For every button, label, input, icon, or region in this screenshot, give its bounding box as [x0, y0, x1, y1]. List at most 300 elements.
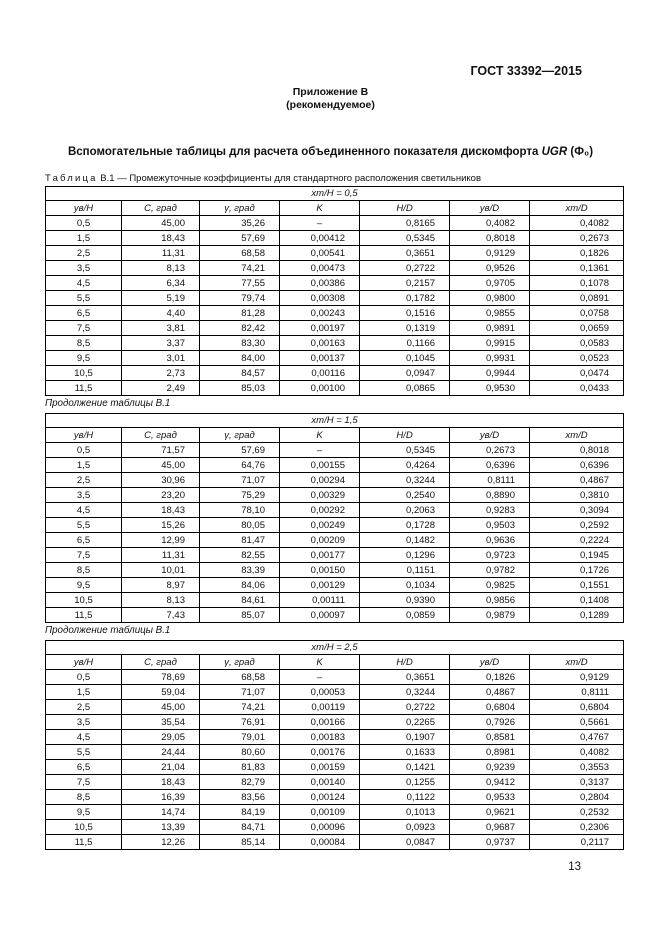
- table-cell: 0,8581: [450, 730, 530, 745]
- table-cell: 0,2592: [530, 518, 624, 533]
- table-row: [46, 593, 624, 608]
- table-cell: 7,5: [46, 775, 122, 790]
- continuation-label-2: Продолжение таблицы В.1: [45, 398, 171, 409]
- column-header: yв/H: [46, 428, 122, 443]
- table-cell: 0,1034: [360, 578, 450, 593]
- table-cell: 83,30: [200, 336, 280, 351]
- table-cell: 0,0523: [530, 351, 624, 366]
- table-cell: 0,00140: [280, 775, 360, 790]
- table-cell: 0,00294: [280, 473, 360, 488]
- table-cell: 10,01: [122, 563, 200, 578]
- table-cell: –: [280, 216, 360, 231]
- table-cell: 2,49: [122, 381, 200, 396]
- standard-number: ГОСТ 33392—2015: [470, 64, 582, 78]
- table-cell: 0,9526: [450, 261, 530, 276]
- table-cell: 84,06: [200, 578, 280, 593]
- table-cell: 0,2157: [360, 276, 450, 291]
- table-cell: 0,00124: [280, 790, 360, 805]
- caption-prefix: Таблица: [45, 173, 98, 184]
- table-cell: 35,26: [200, 216, 280, 231]
- table-cell: 0,3244: [360, 473, 450, 488]
- table-row: [46, 670, 624, 685]
- table-cell: 0,5661: [530, 715, 624, 730]
- appendix-heading: [0, 86, 661, 112]
- table-cell: 84,61: [200, 593, 280, 608]
- table-cell: 0,00111: [280, 593, 360, 608]
- table-cell: 0,9412: [450, 775, 530, 790]
- table-cell: 0,3137: [530, 775, 624, 790]
- table-row: [46, 820, 624, 835]
- table-cell: 0,9855: [450, 306, 530, 321]
- group-header: xт/H = 1,5: [46, 414, 624, 428]
- table-cell: 0,9636: [450, 533, 530, 548]
- table-cell: 0,2306: [530, 820, 624, 835]
- title-suffix: (Ф₀): [567, 146, 594, 158]
- table-row: [46, 443, 624, 458]
- table-cell: 0,9239: [450, 760, 530, 775]
- table-cell: 0,9530: [450, 381, 530, 396]
- table-cell: 83,39: [200, 563, 280, 578]
- table-row: [46, 503, 624, 518]
- column-header: H/D: [360, 428, 450, 443]
- table-cell: 0,1166: [360, 336, 450, 351]
- table-cell: 0,9390: [360, 593, 450, 608]
- table-cell: 0,3553: [530, 760, 624, 775]
- table-cell: 0,00097: [280, 608, 360, 623]
- table-cell: 18,43: [122, 503, 200, 518]
- column-header: C, град: [122, 655, 200, 670]
- table-cell: 0,0859: [360, 608, 450, 623]
- column-header: C, град: [122, 201, 200, 216]
- table-cell: 0,00150: [280, 563, 360, 578]
- table-cell: 0,00109: [280, 805, 360, 820]
- table-cell: 8,5: [46, 790, 122, 805]
- table-cell: 4,5: [46, 503, 122, 518]
- table-cell: 81,83: [200, 760, 280, 775]
- table-cell: 0,0923: [360, 820, 450, 835]
- column-header: yв/H: [46, 655, 122, 670]
- table-cell: 8,5: [46, 336, 122, 351]
- table-cell: 1,5: [46, 458, 122, 473]
- table-cell: 18,43: [122, 775, 200, 790]
- table-cell: 82,42: [200, 321, 280, 336]
- table-cell: 85,03: [200, 381, 280, 396]
- appendix-status: (рекомендуемое): [286, 99, 375, 111]
- table-cell: 0,1361: [530, 261, 624, 276]
- table-cell: 0,2540: [360, 488, 450, 503]
- table-cell: 84,71: [200, 820, 280, 835]
- column-header: C, град: [122, 428, 200, 443]
- table-cell: 0,4767: [530, 730, 624, 745]
- table-cell: 6,5: [46, 533, 122, 548]
- table-cell: 8,97: [122, 578, 200, 593]
- table-cell: 0,9931: [450, 351, 530, 366]
- table-cell: 0,2063: [360, 503, 450, 518]
- coefficients-table-2: [45, 413, 624, 623]
- table-cell: 0,0474: [530, 366, 624, 381]
- table-cell: 29,05: [122, 730, 200, 745]
- table-cell: 0,5: [46, 443, 122, 458]
- table-row: [46, 291, 624, 306]
- table-cell: 0,00163: [280, 336, 360, 351]
- table-cell: 0,1151: [360, 563, 450, 578]
- table-cell: 80,60: [200, 745, 280, 760]
- column-header: yв/D: [450, 655, 530, 670]
- table-cell: 0,7926: [450, 715, 530, 730]
- table-cell: 0,00386: [280, 276, 360, 291]
- table-row: [46, 518, 624, 533]
- table-cell: 83,56: [200, 790, 280, 805]
- table-cell: 45,00: [122, 458, 200, 473]
- table-cell: 0,8018: [530, 443, 624, 458]
- table-row: [46, 730, 624, 745]
- table-cell: 68,58: [200, 670, 280, 685]
- table-cell: 0,1516: [360, 306, 450, 321]
- table-cell: 0,9533: [450, 790, 530, 805]
- table-cell: 79,74: [200, 291, 280, 306]
- table-cell: 80,05: [200, 518, 280, 533]
- table-cell: 71,07: [200, 685, 280, 700]
- table-cell: 0,3651: [360, 670, 450, 685]
- table-cell: 2,5: [46, 700, 122, 715]
- table-cell: 0,6804: [530, 700, 624, 715]
- table-cell: 0,00176: [280, 745, 360, 760]
- table-row: [46, 608, 624, 623]
- table-cell: 11,5: [46, 381, 122, 396]
- table-row: [46, 261, 624, 276]
- table-cell: 4,5: [46, 730, 122, 745]
- table-cell: 0,0891: [530, 291, 624, 306]
- table-row: [46, 231, 624, 246]
- table-cell: 74,21: [200, 261, 280, 276]
- table-cell: 11,31: [122, 548, 200, 563]
- table-cell: 0,8111: [530, 685, 624, 700]
- table-cell: 0,00473: [280, 261, 360, 276]
- table-cell: 0,9915: [450, 336, 530, 351]
- table-cell: 75,29: [200, 488, 280, 503]
- table-cell: 0,00197: [280, 321, 360, 336]
- table-cell: 0,9891: [450, 321, 530, 336]
- table-cell: 0,8165: [360, 216, 450, 231]
- table-cell: 0,00292: [280, 503, 360, 518]
- table-cell: 59,04: [122, 685, 200, 700]
- table-cell: 0,00096: [280, 820, 360, 835]
- column-header: xт/D: [530, 428, 624, 443]
- table-row: [46, 578, 624, 593]
- table-cell: 14,74: [122, 805, 200, 820]
- table-cell: 16,39: [122, 790, 200, 805]
- table-row: [46, 548, 624, 563]
- table-cell: 13,39: [122, 820, 200, 835]
- table-row: [46, 805, 624, 820]
- table-cell: 5,5: [46, 745, 122, 760]
- table-cell: 0,3651: [360, 246, 450, 261]
- table-cell: 0,9503: [450, 518, 530, 533]
- table-cell: 84,57: [200, 366, 280, 381]
- table-row: [46, 533, 624, 548]
- table-cell: 0,1078: [530, 276, 624, 291]
- table-cell: 0,2673: [530, 231, 624, 246]
- table-cell: 78,69: [122, 670, 200, 685]
- table-cell: 71,07: [200, 473, 280, 488]
- table-cell: 11,31: [122, 246, 200, 261]
- table-cell: 0,00209: [280, 533, 360, 548]
- table-cell: 0,00053: [280, 685, 360, 700]
- table-cell: 0,4082: [530, 745, 624, 760]
- table-cell: 0,9782: [450, 563, 530, 578]
- table-cell: 21,04: [122, 760, 200, 775]
- table-cell: 0,9879: [450, 608, 530, 623]
- table-cell: 35,54: [122, 715, 200, 730]
- table-cell: 0,00084: [280, 835, 360, 850]
- caption-text: В.1 — Промежуточные коэффициенты для стандартного расположения светильников: [97, 173, 481, 184]
- table-cell: 85,07: [200, 608, 280, 623]
- table-cell: 82,79: [200, 775, 280, 790]
- table-cell: 79,01: [200, 730, 280, 745]
- table-cell: –: [280, 443, 360, 458]
- group-header: xт/H = 0,5: [46, 187, 624, 201]
- table-cell: 7,5: [46, 548, 122, 563]
- column-header: K: [280, 655, 360, 670]
- table-row: [46, 488, 624, 503]
- title-abbr: UGR: [541, 146, 568, 158]
- table-cell: 0,00183: [280, 730, 360, 745]
- table-cell: 57,69: [200, 443, 280, 458]
- table-row: [46, 351, 624, 366]
- table-cell: 0,9800: [450, 291, 530, 306]
- table-row: [46, 473, 624, 488]
- table-cell: 0,5345: [360, 443, 450, 458]
- table-cell: 0,0947: [360, 366, 450, 381]
- table-cell: 6,34: [122, 276, 200, 291]
- table-cell: 0,6396: [450, 458, 530, 473]
- table-cell: 0,3810: [530, 488, 624, 503]
- table-cell: 0,1408: [530, 593, 624, 608]
- table-cell: 0,3244: [360, 685, 450, 700]
- table-cell: 4,40: [122, 306, 200, 321]
- table-cell: 0,1296: [360, 548, 450, 563]
- table-cell: 0,4867: [530, 473, 624, 488]
- table-cell: 5,5: [46, 291, 122, 306]
- table-cell: 11,5: [46, 608, 122, 623]
- table-cell: 0,2265: [360, 715, 450, 730]
- table-cell: 2,5: [46, 473, 122, 488]
- column-header: γ, град: [200, 428, 280, 443]
- table-row: [46, 775, 624, 790]
- table-cell: 0,4082: [450, 216, 530, 231]
- title-text: Вспомогательные таблицы для расчета объединенного показателя дискомфорта: [67, 146, 542, 158]
- table-cell: 5,19: [122, 291, 200, 306]
- table-cell: 0,2224: [530, 533, 624, 548]
- column-header: xт/D: [530, 201, 624, 216]
- table-cell: 0,9129: [450, 246, 530, 261]
- table-cell: 0,9705: [450, 276, 530, 291]
- table-cell: 0,0847: [360, 835, 450, 850]
- table-row: [46, 790, 624, 805]
- table-cell: 0,1013: [360, 805, 450, 820]
- table-cell: 0,1045: [360, 351, 450, 366]
- table-row: [46, 563, 624, 578]
- table-cell: 0,2722: [360, 700, 450, 715]
- table-cell: 0,9621: [450, 805, 530, 820]
- table-cell: 0,0433: [530, 381, 624, 396]
- table-cell: 0,4082: [530, 216, 624, 231]
- table-cell: 0,2532: [530, 805, 624, 820]
- table-cell: 0,1728: [360, 518, 450, 533]
- table-row: [46, 685, 624, 700]
- table-cell: 0,00100: [280, 381, 360, 396]
- table-cell: 0,1421: [360, 760, 450, 775]
- table-cell: 3,5: [46, 715, 122, 730]
- page-number: 13: [568, 861, 581, 873]
- table-cell: 11,5: [46, 835, 122, 850]
- table-cell: 0,1726: [530, 563, 624, 578]
- table-row: [46, 276, 624, 291]
- column-header: K: [280, 201, 360, 216]
- column-header: γ, град: [200, 201, 280, 216]
- table-cell: 10,5: [46, 820, 122, 835]
- table-cell: 18,43: [122, 231, 200, 246]
- table-cell: 0,5: [46, 670, 122, 685]
- table-cell: 3,01: [122, 351, 200, 366]
- table-cell: 0,5345: [360, 231, 450, 246]
- table-cell: 85,14: [200, 835, 280, 850]
- table-row: [46, 246, 624, 261]
- table-cell: 57,69: [200, 231, 280, 246]
- table-cell: 0,9283: [450, 503, 530, 518]
- table-cell: 0,8018: [450, 231, 530, 246]
- coefficients-table-3: [45, 640, 624, 850]
- table-cell: 0,00177: [280, 548, 360, 563]
- table-cell: 0,00243: [280, 306, 360, 321]
- table-cell: 2,73: [122, 366, 200, 381]
- table-cell: 0,2804: [530, 790, 624, 805]
- table-cell: 10,5: [46, 593, 122, 608]
- table-cell: 12,26: [122, 835, 200, 850]
- table-cell: 6,5: [46, 760, 122, 775]
- table-cell: 10,5: [46, 366, 122, 381]
- table-row: [46, 336, 624, 351]
- table-cell: 0,1826: [530, 246, 624, 261]
- table-cell: 0,1482: [360, 533, 450, 548]
- table-cell: 45,00: [122, 700, 200, 715]
- table-cell: 5,5: [46, 518, 122, 533]
- column-header: yв/D: [450, 201, 530, 216]
- table-cell: 0,9825: [450, 578, 530, 593]
- table-cell: 6,5: [46, 306, 122, 321]
- column-header: γ, град: [200, 655, 280, 670]
- table-row: [46, 715, 624, 730]
- table-cell: 78,10: [200, 503, 280, 518]
- table-cell: 0,00329: [280, 488, 360, 503]
- table-cell: 0,1319: [360, 321, 450, 336]
- table-cell: 0,9737: [450, 835, 530, 850]
- table-cell: 0,1945: [530, 548, 624, 563]
- table-cell: 0,1826: [450, 670, 530, 685]
- table-cell: 3,5: [46, 261, 122, 276]
- table-cell: 15,26: [122, 518, 200, 533]
- table-cell: 0,1122: [360, 790, 450, 805]
- table-cell: 0,2117: [530, 835, 624, 850]
- table-cell: 3,81: [122, 321, 200, 336]
- table-cell: 74,21: [200, 700, 280, 715]
- table-cell: 68,58: [200, 246, 280, 261]
- table-cell: 0,8111: [450, 473, 530, 488]
- table-cell: 24,44: [122, 745, 200, 760]
- table-cell: 81,28: [200, 306, 280, 321]
- table-row: [46, 306, 624, 321]
- table-cell: 0,00166: [280, 715, 360, 730]
- column-header: yв/D: [450, 428, 530, 443]
- table-cell: 0,00308: [280, 291, 360, 306]
- table-cell: 81,47: [200, 533, 280, 548]
- table-cell: 0,00412: [280, 231, 360, 246]
- column-header: H/D: [360, 201, 450, 216]
- table-row: [46, 381, 624, 396]
- table-cell: 0,1907: [360, 730, 450, 745]
- table-cell: 8,5: [46, 563, 122, 578]
- table-cell: 84,00: [200, 351, 280, 366]
- table-cell: 9,5: [46, 578, 122, 593]
- table-cell: 84,19: [200, 805, 280, 820]
- table-cell: 0,4867: [450, 685, 530, 700]
- table-cell: 30,96: [122, 473, 200, 488]
- table-cell: 0,00541: [280, 246, 360, 261]
- table-cell: 0,8981: [450, 745, 530, 760]
- table-cell: 0,1633: [360, 745, 450, 760]
- table-cell: 0,1551: [530, 578, 624, 593]
- table-row: [46, 216, 624, 231]
- table-cell: 7,5: [46, 321, 122, 336]
- table-cell: 0,8890: [450, 488, 530, 503]
- table-cell: 3,37: [122, 336, 200, 351]
- table-cell: 0,0659: [530, 321, 624, 336]
- table-cell: 64,76: [200, 458, 280, 473]
- table-cell: 1,5: [46, 231, 122, 246]
- table-row: [46, 760, 624, 775]
- table-cell: 2,5: [46, 246, 122, 261]
- table-row: [46, 366, 624, 381]
- table-cell: 0,1782: [360, 291, 450, 306]
- table-row: [46, 321, 624, 336]
- table-row: [46, 700, 624, 715]
- column-header: yв/H: [46, 201, 122, 216]
- table-cell: 7,43: [122, 608, 200, 623]
- table-cell: 1,5: [46, 685, 122, 700]
- table-cell: 0,9687: [450, 820, 530, 835]
- table-cell: 23,20: [122, 488, 200, 503]
- appendix-label: Приложение В: [292, 86, 369, 98]
- table-cell: 0,6396: [530, 458, 624, 473]
- table-cell: 0,00137: [280, 351, 360, 366]
- table-cell: 0,3094: [530, 503, 624, 518]
- table-cell: 0,00159: [280, 760, 360, 775]
- column-header: H/D: [360, 655, 450, 670]
- table-cell: 0,1255: [360, 775, 450, 790]
- table-cell: 45,00: [122, 216, 200, 231]
- table-cell: 0,1289: [530, 608, 624, 623]
- table-cell: 0,9856: [450, 593, 530, 608]
- table-cell: 82,55: [200, 548, 280, 563]
- table-cell: 0,5: [46, 216, 122, 231]
- table-row: [46, 745, 624, 760]
- table-cell: 12,99: [122, 533, 200, 548]
- page-title: [0, 146, 661, 158]
- table-cell: 0,00249: [280, 518, 360, 533]
- table-cell: 0,2722: [360, 261, 450, 276]
- table-row: [46, 835, 624, 850]
- table-cell: 0,0758: [530, 306, 624, 321]
